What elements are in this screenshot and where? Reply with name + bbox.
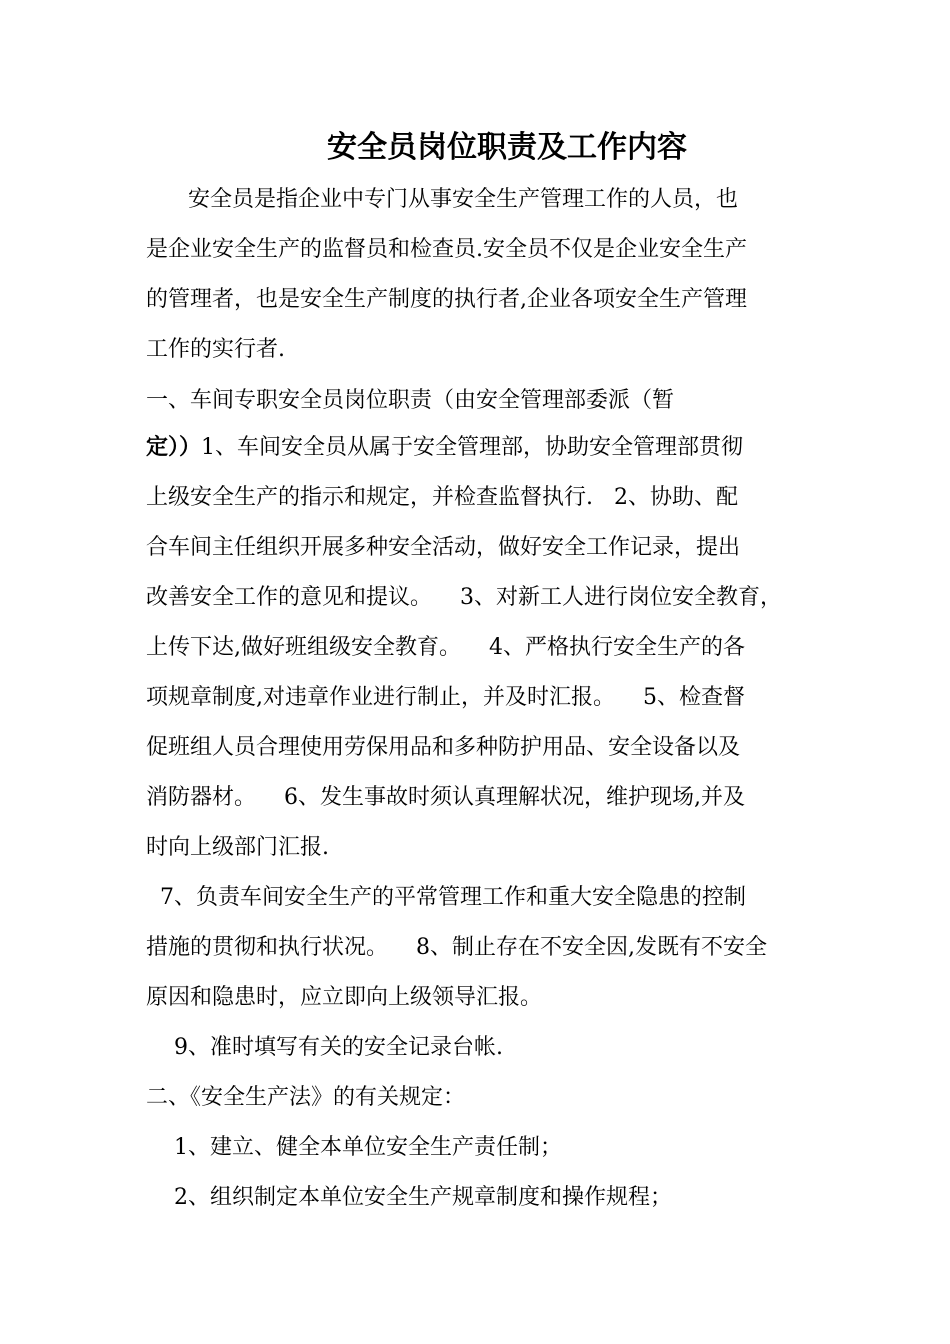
section2-heading: 二、《安全生产法》的有关规定： (146, 1085, 466, 1110)
section1-line: 措施的贯彻和执行状况。 8、制止存在不安全因,发既有不安全 (146, 935, 767, 960)
section1-line: 改善安全工作的意见和提议。 3、对新工人进行岗位安全教育， (146, 585, 782, 610)
section1-heading-line2 (146, 428, 846, 468)
section1-line: 7、负责车间安全生产的平常管理工作和重大安全隐患的控制 (146, 885, 746, 910)
section1-item-text: 1、车间安全员从属于安全管理部，协助安全管理部贯彻 (201, 435, 744, 460)
document-title: 安全员岗位职责及工作内容 (327, 130, 687, 165)
intro-line: 的管理者，也是安全生产制度的执行者,企业各项安全生产管理 (146, 287, 747, 312)
section1-line: 时向上级部门汇报. (146, 835, 329, 860)
section1-heading-tail: 定）） (146, 435, 202, 460)
intro-line: 工作的实行者. (146, 337, 285, 362)
section1-heading: 一、车间专职安全员岗位职责（由安全管理部委派（暂 (146, 388, 675, 413)
section1-line: 促班组人员合理使用劳保用品和多种防护用品、安全设备以及 (146, 735, 741, 760)
section1-line: 消防器材。 6、发生事故时须认真理解状况，维护现场,并及 (146, 785, 745, 810)
section1-line: 原因和隐患时，应立即向上级领导汇报。 (146, 985, 543, 1010)
section1-line: 上传下达,做好班组级安全教育。 4、严格执行安全生产的各 (146, 635, 745, 660)
section1-line: 9、准时填写有关的安全记录台帐. (146, 1035, 503, 1060)
section1-line: 项规章制度,对违章作业进行制止，并及时汇报。 5、检查督 (146, 685, 745, 710)
intro-line: 是企业安全生产的监督员和检查员.安全员不仅是企业安全生产 (146, 237, 747, 262)
intro-line: 安全员是指企业中专门从事安全生产管理工作的人员，也 (146, 187, 738, 212)
section1-line: 合车间主任组织开展多种安全活动，做好安全工作记录，提出 (146, 535, 741, 560)
section1-line: 上级安全生产的指示和规定，并检查监督执行. 2、协助、配 (146, 485, 738, 510)
section2-item: 2、组织制定本单位安全生产规章制度和操作规程； (146, 1185, 672, 1210)
section2-item: 1、建立、健全本单位安全生产责任制； (146, 1135, 562, 1160)
